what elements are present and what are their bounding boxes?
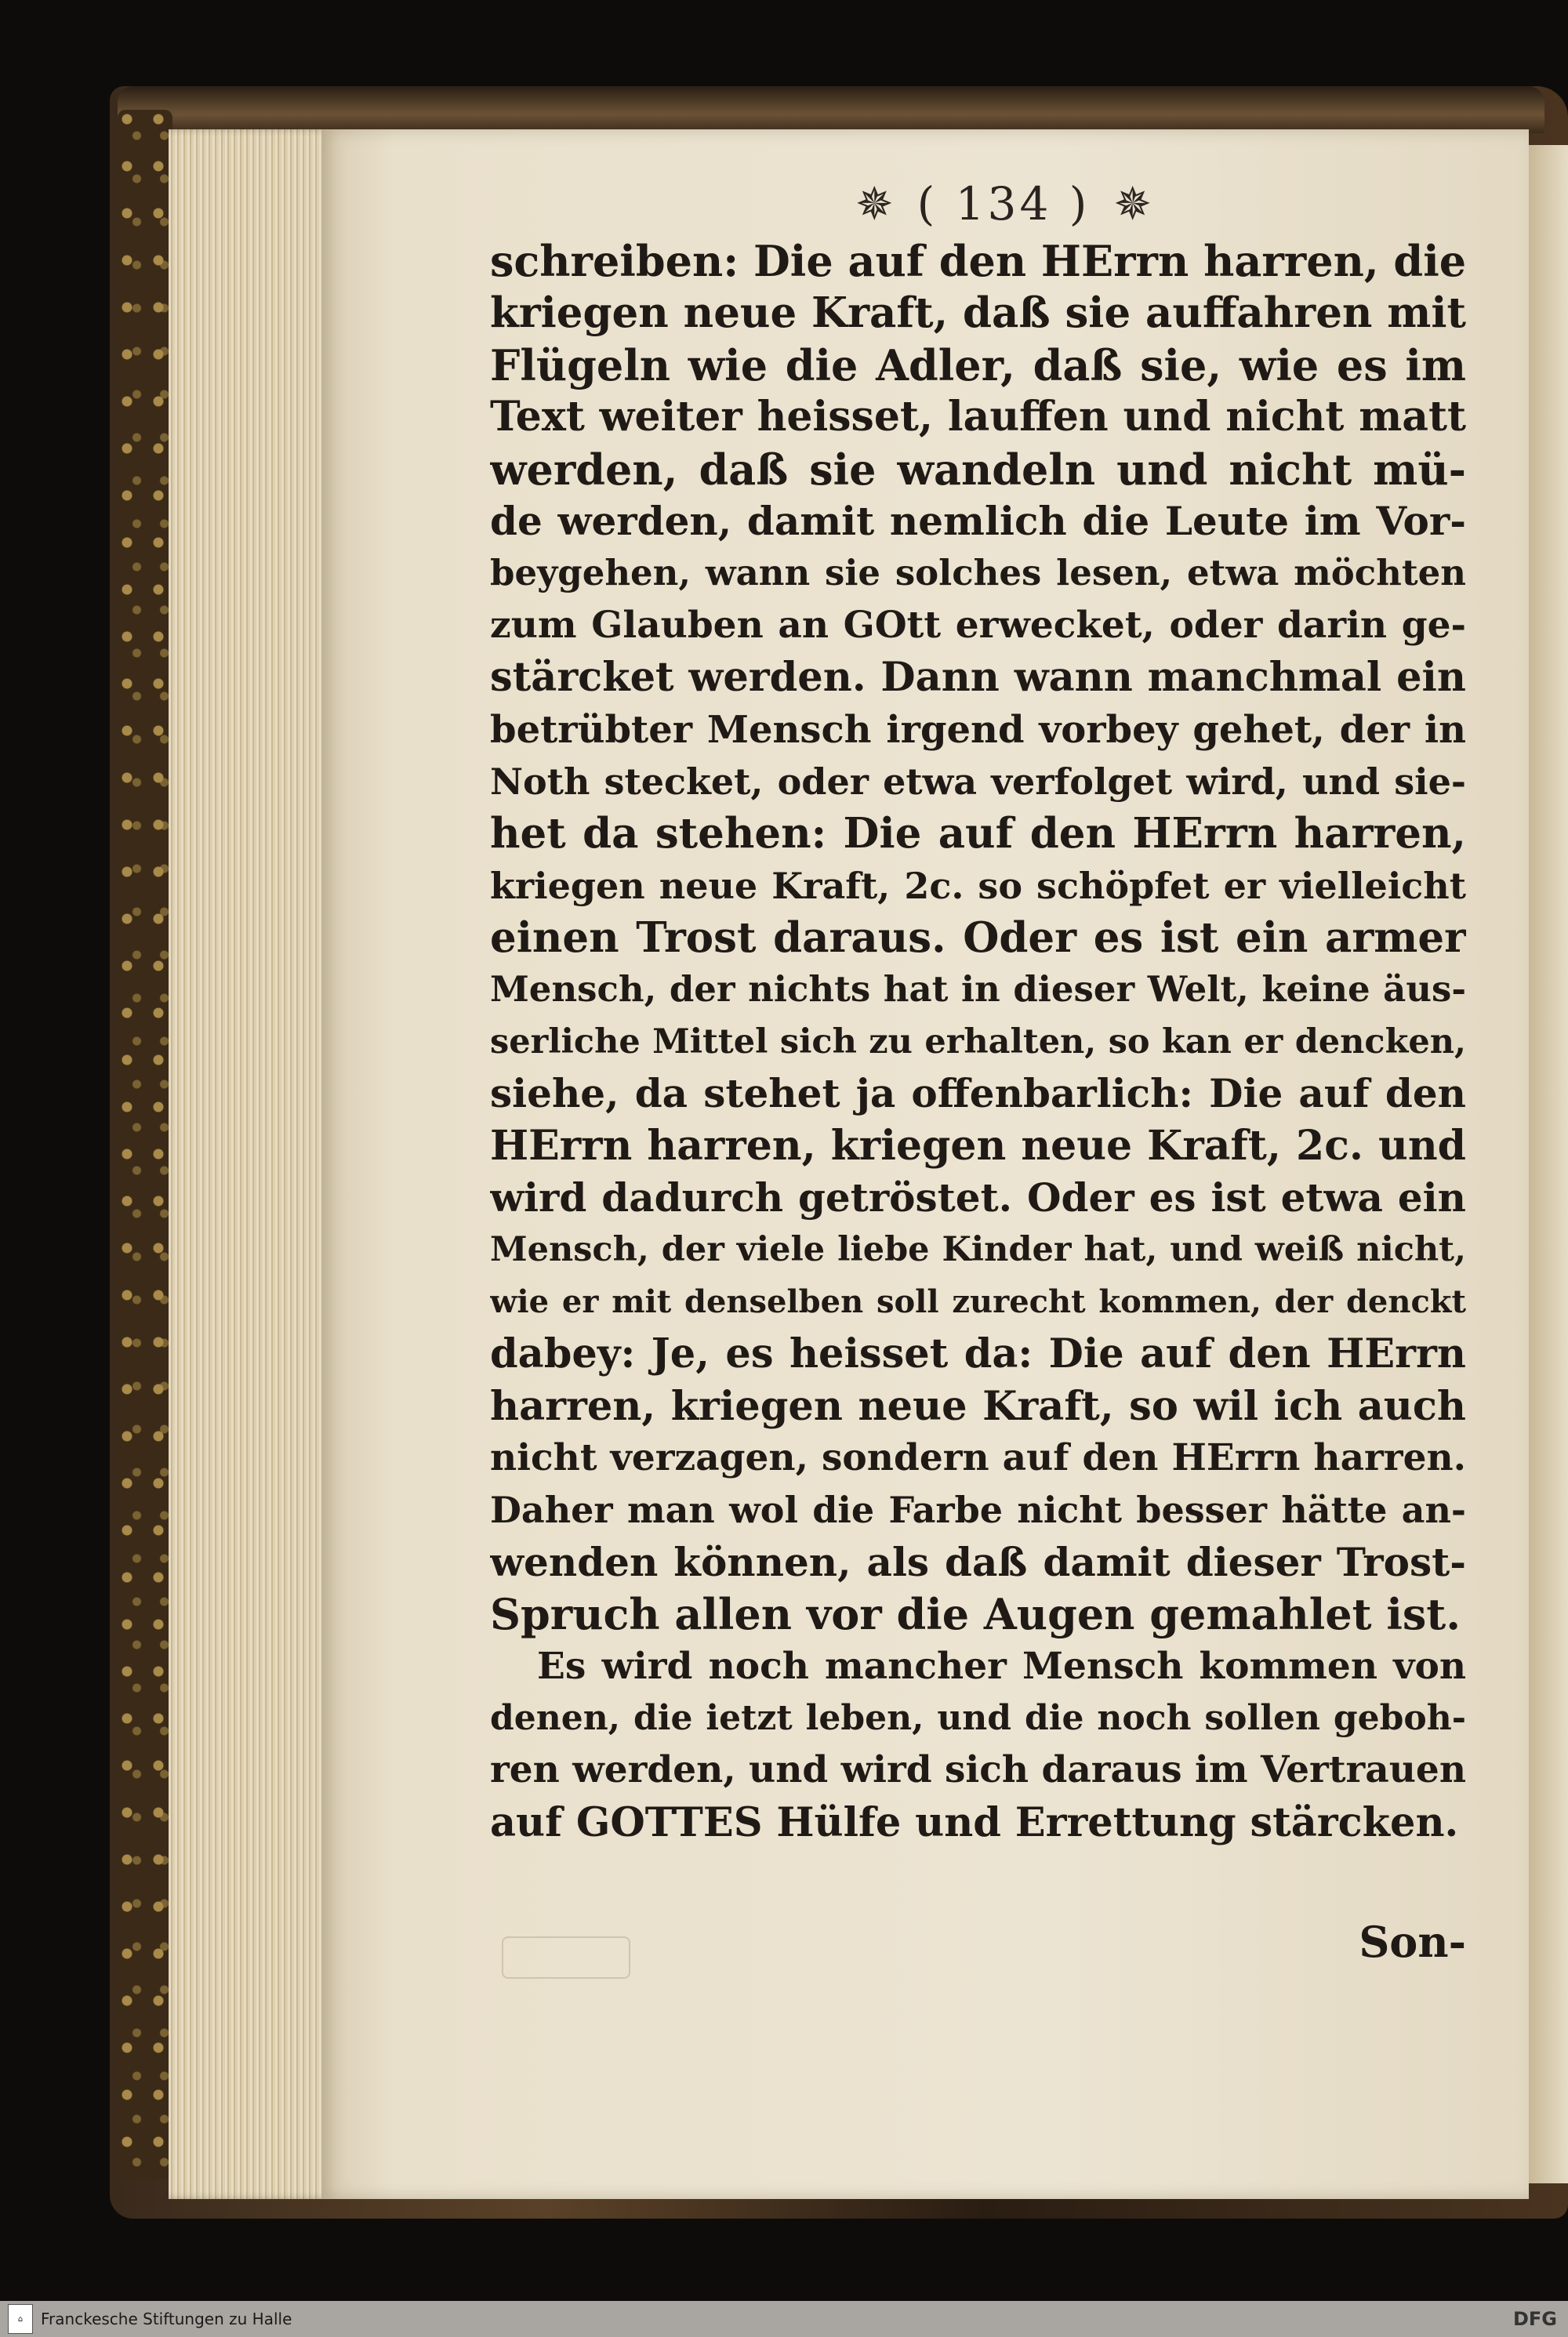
text-line: denen, die ietzt leben, und die noch sollen geboh- (490, 1697, 1466, 1738)
text-line: wird dadurch getröstet. Oder es ist etwa ein (490, 1174, 1466, 1221)
body-text (490, 235, 1466, 1849)
text-line: serliche Mittel sich zu erhalten, so kan er dencken, (490, 1022, 1466, 1061)
text-line: nicht verzagen, sondern auf den HErrn harren. (490, 1435, 1466, 1479)
text-line: schreiben: Die auf den HErrn harren, die (490, 236, 1466, 286)
text-line: kriegen neue Kraft, 2c. so schöpfet er vielleicht (490, 864, 1466, 907)
page-number: ( 134 ) (916, 177, 1091, 230)
text-line: Mensch, der viele liebe Kinder hat, und weiß nicht, (490, 1230, 1466, 1270)
text-line: HErrn harren, kriegen neue Kraft, 2c. und (490, 1121, 1466, 1170)
text-line: Noth stecket, oder etwa verfolget wird, und sie- (490, 760, 1466, 803)
text-line: het da stehen: Die auf den HErrn harren, (490, 809, 1466, 858)
text-line: harren, kriegen neue Kraft, so wil ich auch (490, 1382, 1466, 1430)
page-header (792, 169, 1215, 239)
text-line: werden, daß sie wandeln und nicht mü- (490, 444, 1466, 495)
text-line: Text weiter heisset, lauffen und nicht matt (490, 393, 1466, 441)
book-top-edge (118, 86, 1544, 133)
ornament-left-icon: ✵ (855, 177, 894, 230)
text-line: dabey: Je, es heisset da: Die auf den HErrn (490, 1330, 1466, 1378)
text-line: Mensch, der nichts hat in dieser Welt, keine äus- (490, 968, 1466, 1011)
text-line: einen Trost daraus. Oder es ist ein armer (490, 913, 1466, 963)
text-line: betrübter Mensch irgend vorbey gehet, der in (490, 707, 1466, 752)
institution-name: Franckesche Stiftungen zu Halle (41, 2310, 292, 2328)
text-line: beygehen, wann sie solches lesen, etwa möchten (490, 552, 1466, 594)
facing-page-edge (1529, 145, 1568, 2183)
ornament-right-icon: ✵ (1113, 177, 1152, 230)
text-line: zum Glauben an GOtt erwecket, oder darin ge- (490, 603, 1466, 647)
text-line: Spruch allen vor die Augen gemahlet ist. (490, 1589, 1461, 1640)
catchword: Son- (1359, 1917, 1466, 1967)
text-line: siehe, da stehet ja offenbarlich: Die auf den (490, 1070, 1466, 1117)
text-line: Es wird noch mancher Mensch kommen von (537, 1644, 1466, 1688)
text-line: ren werden, und wird sich daraus im Vertrauen (490, 1748, 1466, 1792)
text-line: Daher man wol die Farbe nicht besser hätte an- (490, 1489, 1466, 1532)
footer-institution (0, 2304, 292, 2334)
marbled-cover-edge (118, 110, 172, 2179)
page-block-edges (169, 129, 333, 2199)
faint-stamp-mark (502, 1936, 630, 1979)
funder-logo: DFG (1512, 2308, 1557, 2330)
text-line: auf GOTTES Hülfe und Errettung stärcken. (490, 1798, 1459, 1846)
text-line: wenden können, als daß damit dieser Trost- (490, 1538, 1466, 1585)
text-line: de werden, damit nemlich die Leute im Vor- (490, 497, 1466, 544)
text-line: wie er mit denselben soll zurecht kommen, der denckt (490, 1283, 1466, 1320)
footer-bar (0, 2301, 1568, 2337)
institution-logo-icon: ⌂ (8, 2304, 33, 2334)
text-line: stärcket werden. Dann wann manchmal ein (490, 654, 1466, 702)
text-line: Flügeln wie die Adler, daß sie, wie es im (490, 339, 1466, 390)
text-line: kriegen neue Kraft, daß sie auffahren mit (490, 288, 1466, 338)
